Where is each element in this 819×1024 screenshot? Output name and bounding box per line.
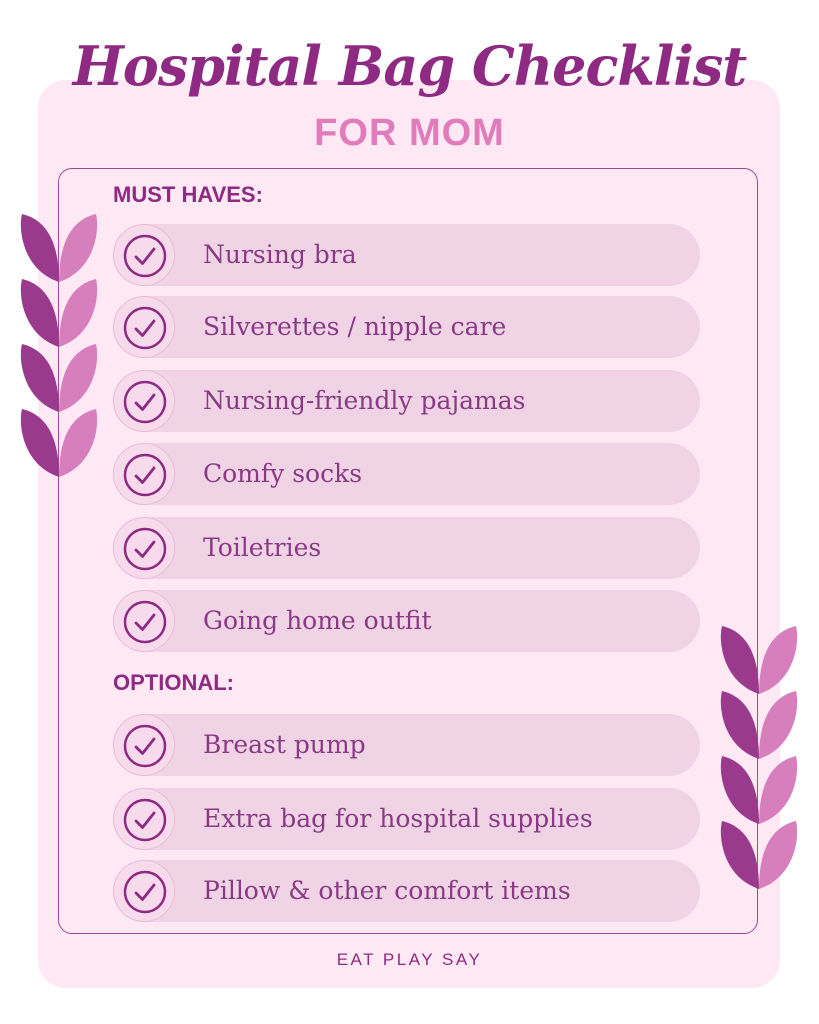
checklist-item-label: Toiletries [203, 533, 322, 562]
checklist-item[interactable] [113, 224, 700, 286]
leaf-decoration-right-icon [718, 622, 800, 892]
must-haves-heading: MUST HAVES: [113, 182, 263, 207]
checklist-item-label: Extra bag for hospital supplies [203, 804, 593, 833]
checklist-item-label: Silverettes / nipple care [203, 312, 507, 341]
checklist-item[interactable] [113, 860, 700, 922]
check-circle-icon[interactable] [113, 788, 175, 850]
leaf-decoration-left-icon [18, 210, 100, 480]
checklist-item[interactable] [113, 590, 700, 652]
check-circle-icon[interactable] [113, 443, 175, 505]
checklist-item[interactable] [113, 788, 700, 850]
page-subtitle: FOR MOM [314, 112, 505, 154]
checklist-item[interactable] [113, 296, 700, 358]
page-title: Hospital Bag Checklist [72, 34, 747, 98]
checklist-item-label: Nursing bra [203, 240, 357, 269]
checklist-item-label: Pillow & other comfort items [203, 876, 571, 905]
check-circle-icon[interactable] [113, 296, 175, 358]
checklist-item-label: Breast pump [203, 730, 366, 759]
check-circle-icon[interactable] [113, 590, 175, 652]
checklist-item[interactable] [113, 443, 700, 505]
checklist-item[interactable] [113, 370, 700, 432]
checklist-item-label: Comfy socks [203, 459, 363, 488]
optional-heading: OPTIONAL: [113, 670, 234, 695]
check-circle-icon[interactable] [113, 860, 175, 922]
check-circle-icon[interactable] [113, 224, 175, 286]
checklist-item[interactable] [113, 517, 700, 579]
check-circle-icon[interactable] [113, 517, 175, 579]
brand-footer: EAT PLAY SAY [336, 950, 483, 969]
check-circle-icon[interactable] [113, 714, 175, 776]
check-circle-icon[interactable] [113, 370, 175, 432]
checklist-item-label: Going home outfit [203, 606, 432, 635]
checklist-item[interactable] [113, 714, 700, 776]
checklist-item-label: Nursing-friendly pajamas [203, 386, 526, 415]
